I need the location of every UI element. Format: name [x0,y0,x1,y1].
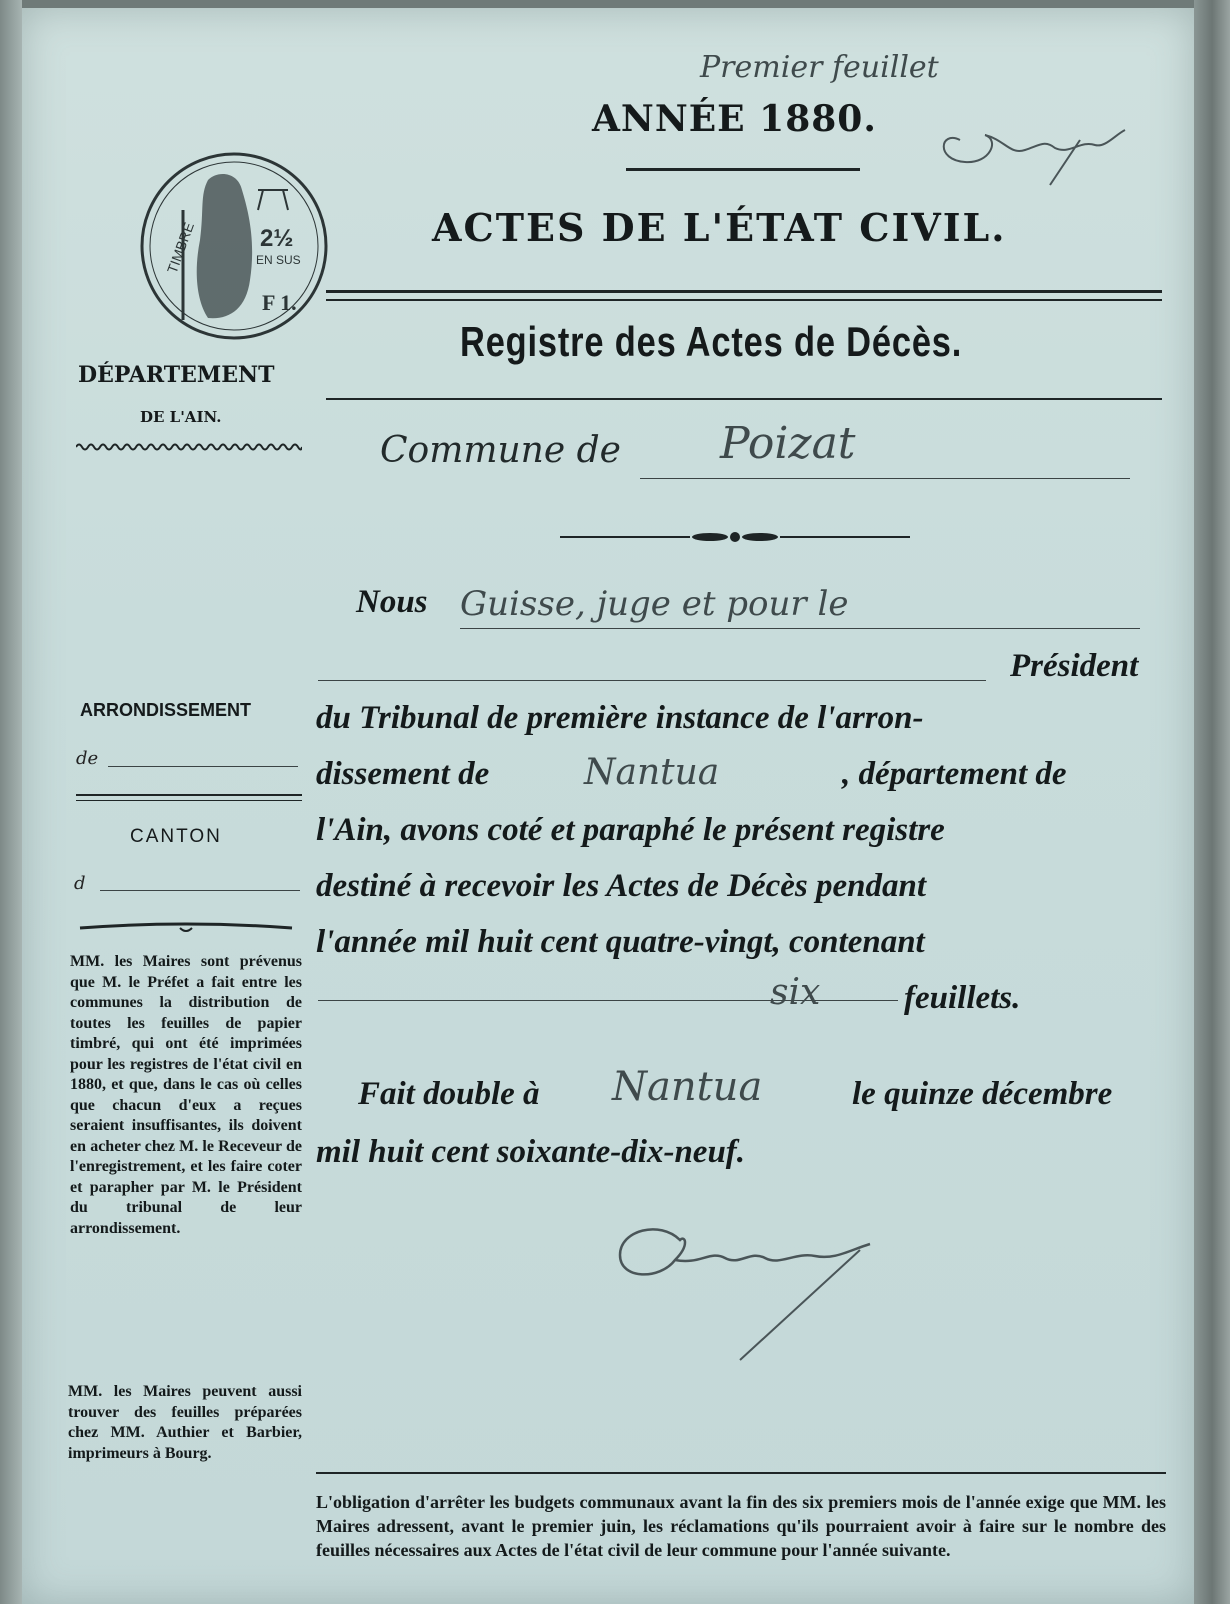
body-line-7b: feuillets. [904,980,1021,1016]
body-line-8b: le quinze décembre [852,1076,1113,1112]
binding-left-edge [0,0,22,1604]
body-line-6: l'année mil huit cent quatre-vingt, contenant [316,924,925,960]
president-label: Président [1010,648,1139,684]
department-value: DE L'AIN. [140,408,222,426]
stamp-value: 2½ [260,225,294,252]
fait-double-place-handwritten: Nantua [612,1064,763,1110]
arrondissement-rule-1 [76,794,302,796]
civil-title-rule-1 [326,290,1162,293]
canton-field-line [100,890,300,891]
commune-ornament-rule [560,530,910,544]
arrondissement-field-line [108,766,298,767]
feuillets-count-handwritten: six [770,972,821,1013]
commune-underline [640,478,1130,479]
signature-top [930,100,1130,190]
civil-title-rule-2 [326,299,1162,301]
nous-label: Nous [356,584,428,620]
commune-label: Commune de [380,430,621,471]
body-line-9: mil huit cent soixante-dix-neuf. [316,1134,746,1170]
nous-underline-1 [460,628,1140,629]
arrondissement-rule-2 [76,800,302,801]
binding-right-edge [1194,0,1230,1604]
body-line-2: du Tribunal de première instance de l'arron- [316,700,924,736]
tax-stamp [138,150,330,342]
footer-rule [316,1472,1166,1474]
body-line-4: l'Ain, avons coté et paraphé le présent registre [316,812,945,848]
department-wavy-rule [76,442,302,452]
year-title: ANNÉE 1880. [592,98,877,140]
canton-label: CANTON [130,826,222,847]
arrondissement-prefix: de [76,748,99,769]
register-title-rule [326,398,1162,400]
body-line-3a: dissement de [316,756,490,792]
stamp-left-text: TIMBRE [163,220,197,276]
nous-underline-2 [318,680,986,681]
annotation-premier-feuillet: Premier feuillet [700,50,939,85]
canton-ornament-rule [70,920,302,934]
side-note-printers: MM. les Maires peuvent aussi trouver des feuilles préparées chez MM. Authier et Barbier, imprimeurs à Bourg. [68,1383,302,1462]
body-line-8a: Fait double à [358,1076,540,1112]
arrondissement-label: ARRONDISSEMENT [80,700,252,720]
body-line-3b: , département de [842,756,1067,792]
year-ornament-rule [626,168,860,171]
civil-title: ACTES DE L'ÉTAT CIVIL. [432,205,1007,250]
department-label: DÉPARTEMENT [78,362,275,388]
canton-prefix: d [74,873,86,894]
stamp-subtext: EN SUS [256,253,301,267]
arrondissement-handwritten: Nantua [584,752,720,793]
body-line-5: destiné à recevoir les Actes de Décès pendant [316,868,927,904]
nous-handwritten: Guisse, juge et pour le [460,584,849,624]
side-note-stamped-paper: MM. les Maires sont prévenus que M. le Préfet a fait entre les communes la distribution de toutes les feuilles de papier timbré, qui ont été imprimées pour les registres de l'état civil en 1880, et que, dans le cas où celles que chacun d'eux a reçues seraient insuffisantes, ils doivent en acheter chez M. le Receveur de l'enregistrement, et les faire coter et parapher par M. le Président du tribunal de leur arrondissement. [70,953,302,1237]
judge-signature [600,1210,890,1370]
footer-note: L'obligation d'arrêter les budgets communaux avant la fin des six premiers mois de l'année exige que MM. les Maires adressent, avant le premier juin, les réclamations qu'ils pourraient avoir à faire sur le nombre des feuilles nécessaires aux Actes de l'état civil de leur commune pour l'année suivante. [316,1492,1166,1560]
register-title: Registre des Actes de Décès. [460,318,963,365]
commune-value: Poizat [720,418,856,469]
stamp-code: F 1. [262,290,297,315]
